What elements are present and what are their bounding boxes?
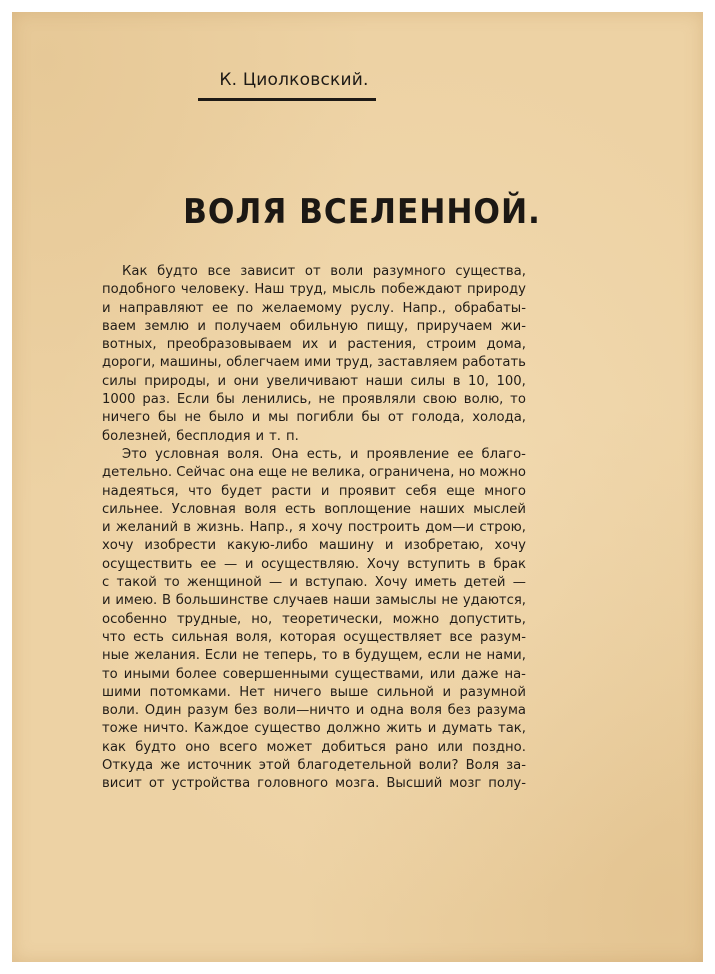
text-line bbox=[102, 318, 526, 336]
text-word: не bbox=[242, 648, 260, 664]
author-underline bbox=[198, 98, 376, 101]
text-word: более bbox=[175, 666, 217, 682]
text-word: холода, bbox=[472, 410, 526, 426]
text-word: машины, bbox=[159, 355, 222, 371]
text-word: от bbox=[148, 776, 165, 792]
text-word: бы bbox=[157, 410, 177, 426]
text-word: ные bbox=[102, 648, 130, 664]
text-word: бы bbox=[216, 392, 235, 408]
text-word: осуществляю. bbox=[261, 556, 360, 572]
article-body bbox=[102, 263, 526, 794]
text-line bbox=[102, 281, 526, 299]
text-word: совершенными bbox=[222, 666, 329, 682]
text-word: Нет bbox=[239, 684, 265, 700]
text-word: то bbox=[510, 392, 526, 408]
text-word: — bbox=[223, 556, 238, 572]
text-word: Один bbox=[144, 703, 182, 719]
text-word: трудные, bbox=[176, 611, 242, 627]
text-word: будто bbox=[157, 264, 198, 279]
text-word: Напр., bbox=[249, 520, 293, 536]
text-word: случаев bbox=[273, 593, 329, 609]
text-word: заставляем bbox=[377, 355, 458, 371]
text-word: хочу bbox=[494, 538, 526, 554]
text-word: вотных, bbox=[102, 337, 157, 353]
text-word: не bbox=[441, 593, 459, 609]
text-word: машину bbox=[318, 538, 374, 554]
text-word: то bbox=[321, 648, 338, 664]
text-word: хочу bbox=[102, 538, 134, 554]
text-word: подобного bbox=[102, 282, 176, 298]
text-word: в bbox=[183, 520, 192, 536]
text-word: силы bbox=[410, 373, 446, 389]
text-word: даже bbox=[461, 666, 499, 682]
text-word: замыслы bbox=[375, 593, 437, 609]
text-word: обрабаты- bbox=[454, 300, 526, 316]
text-word: воля bbox=[244, 501, 277, 517]
book-page bbox=[12, 12, 703, 962]
text-line bbox=[102, 483, 526, 501]
text-word: какую-либо bbox=[227, 538, 308, 554]
text-word: человеку. bbox=[180, 282, 250, 298]
text-word: природы, bbox=[144, 373, 210, 389]
text-word: — bbox=[268, 575, 283, 591]
text-word: может bbox=[266, 739, 313, 755]
text-word: что bbox=[188, 483, 212, 499]
text-word: все bbox=[207, 264, 231, 279]
text-word: условная bbox=[155, 446, 220, 462]
text-word: детей bbox=[463, 575, 506, 591]
text-word: разум bbox=[187, 703, 229, 719]
text-word: большинстве bbox=[175, 593, 269, 609]
text-word: Если bbox=[204, 648, 238, 664]
text-word: изобрести bbox=[144, 538, 217, 554]
author-name: К. Циолковский. bbox=[219, 70, 369, 90]
text-word: Как bbox=[122, 264, 148, 279]
text-word: шими bbox=[102, 684, 142, 700]
text-word: ее bbox=[211, 300, 229, 316]
text-word: всего bbox=[219, 739, 258, 755]
text-word: расти bbox=[271, 483, 312, 499]
text-word: же bbox=[160, 758, 181, 774]
text-word: благодетельной bbox=[297, 758, 412, 774]
text-word: мозг bbox=[449, 776, 482, 792]
text-word: устройства bbox=[171, 776, 251, 792]
text-word: воли? bbox=[418, 758, 459, 774]
text-word: благо- bbox=[481, 446, 526, 462]
text-word: добиться bbox=[321, 739, 386, 755]
text-word: думать bbox=[441, 721, 493, 737]
text-word: приручаем bbox=[416, 318, 493, 334]
text-line bbox=[102, 592, 526, 610]
text-word: выше bbox=[329, 684, 369, 700]
text-word: желаемому bbox=[261, 300, 342, 316]
text-word: и bbox=[197, 318, 206, 334]
text-line bbox=[102, 391, 526, 409]
text-word: будет bbox=[221, 483, 262, 499]
text-line bbox=[102, 647, 526, 665]
text-line bbox=[102, 537, 526, 555]
text-word: пищу, bbox=[366, 318, 409, 334]
text-word: на- bbox=[504, 666, 526, 682]
text-word: наши bbox=[332, 593, 371, 609]
text-word: бесплодия bbox=[176, 428, 251, 444]
text-word: и bbox=[289, 575, 298, 591]
text-word: надеяться, bbox=[102, 483, 179, 499]
text-word: и bbox=[255, 428, 265, 444]
text-word: воплощение bbox=[324, 501, 412, 517]
text-word: воля bbox=[409, 703, 442, 719]
text-line bbox=[102, 702, 526, 720]
text-word: природу bbox=[467, 282, 526, 298]
text-word: направляют bbox=[118, 300, 204, 316]
text-line bbox=[102, 556, 526, 574]
text-word: имею. bbox=[115, 593, 158, 609]
text-word: она bbox=[229, 465, 255, 481]
text-line bbox=[102, 373, 526, 391]
text-word: Это bbox=[122, 446, 147, 462]
text-word: их bbox=[301, 337, 319, 353]
text-word: и bbox=[244, 556, 254, 572]
text-word: нами, bbox=[486, 648, 526, 664]
text-word: наши bbox=[365, 373, 403, 389]
text-word: ее bbox=[457, 446, 474, 462]
text-word: осуществляет bbox=[343, 629, 442, 645]
text-word: в bbox=[342, 648, 351, 664]
text-word: построить bbox=[347, 520, 420, 536]
text-word: дороги, bbox=[102, 355, 156, 371]
text-word: бы bbox=[361, 410, 381, 426]
text-word: будто bbox=[135, 739, 177, 755]
text-word: Хочу bbox=[366, 556, 400, 572]
text-word: хочу bbox=[311, 520, 343, 536]
text-word: от bbox=[387, 410, 404, 426]
text-line bbox=[102, 354, 526, 372]
text-word: строим bbox=[426, 337, 477, 353]
text-word: существа, bbox=[455, 264, 526, 279]
text-word: 1000 bbox=[102, 392, 136, 408]
text-word: дома, bbox=[486, 337, 526, 353]
text-word: 10, bbox=[468, 373, 489, 389]
text-word: Откуда bbox=[102, 758, 154, 774]
text-word: и bbox=[328, 337, 338, 353]
text-word: но bbox=[458, 465, 476, 481]
text-word: ничего bbox=[273, 684, 322, 700]
text-word: то bbox=[163, 575, 180, 591]
text-word: по bbox=[236, 300, 254, 316]
text-word: Сейчас bbox=[176, 465, 226, 481]
text-word: ничто. bbox=[143, 721, 189, 737]
text-word: Условная bbox=[171, 501, 236, 517]
text-word: не bbox=[290, 465, 308, 481]
text-word: тоже bbox=[102, 721, 138, 737]
text-word: землю bbox=[144, 318, 189, 334]
text-line bbox=[102, 428, 526, 446]
text-word: иными bbox=[123, 666, 170, 682]
text-word: проявит bbox=[338, 483, 396, 499]
text-line bbox=[102, 263, 526, 281]
text-word: которая bbox=[279, 629, 336, 645]
text-word: силы bbox=[102, 373, 137, 389]
text-word: и bbox=[217, 373, 227, 389]
text-word: Воля bbox=[465, 758, 500, 774]
text-word: еще bbox=[258, 465, 287, 481]
text-word: мозга. bbox=[335, 776, 380, 792]
text-word: поздно. bbox=[472, 739, 526, 755]
text-word: допустить, bbox=[449, 611, 526, 627]
text-word: желания. bbox=[134, 648, 200, 664]
text-word: ничего bbox=[102, 410, 151, 426]
text-word: свою bbox=[422, 392, 457, 408]
text-word: голода, bbox=[411, 410, 465, 426]
text-word: жить bbox=[386, 721, 423, 737]
text-word: работать bbox=[462, 355, 526, 371]
text-word: не bbox=[184, 410, 202, 426]
text-word: теоретически, bbox=[282, 611, 383, 627]
text-word: как bbox=[102, 739, 127, 755]
text-word: потомками. bbox=[149, 684, 231, 700]
text-word: наших bbox=[419, 501, 465, 517]
text-word: разума bbox=[476, 703, 526, 719]
text-word: головного bbox=[257, 776, 329, 792]
text-word: то bbox=[102, 666, 118, 682]
text-line bbox=[102, 629, 526, 647]
text-word: мысль bbox=[332, 282, 376, 298]
text-word: вступить bbox=[407, 556, 471, 572]
text-word: они bbox=[233, 373, 259, 389]
text-line bbox=[102, 446, 526, 464]
text-word: труд, bbox=[289, 282, 327, 298]
text-word: получаем bbox=[214, 318, 282, 334]
text-word: ими bbox=[304, 355, 332, 371]
text-word: и bbox=[251, 410, 261, 426]
text-word: я bbox=[298, 520, 307, 536]
text-word: сильная bbox=[171, 629, 229, 645]
text-word: и bbox=[384, 538, 394, 554]
text-word: Высший bbox=[386, 776, 443, 792]
text-word: так, bbox=[498, 721, 526, 737]
text-line bbox=[102, 757, 526, 775]
text-word: и bbox=[349, 446, 359, 462]
text-word: есть bbox=[133, 629, 164, 645]
text-word: еще bbox=[446, 483, 475, 499]
text-word: что bbox=[102, 629, 126, 645]
text-word: и bbox=[355, 703, 365, 719]
text-word: мыслей bbox=[473, 501, 526, 517]
text-word: сильнее. bbox=[102, 501, 164, 517]
text-word: с bbox=[102, 575, 110, 591]
text-word: Каждое bbox=[194, 721, 249, 737]
text-word: желаний bbox=[115, 520, 179, 536]
text-word: погибли bbox=[296, 410, 354, 426]
text-line bbox=[102, 775, 526, 793]
text-word: и bbox=[442, 684, 452, 700]
text-word: вступаю. bbox=[305, 575, 368, 591]
text-word: есть bbox=[284, 501, 316, 517]
text-word: этой bbox=[258, 758, 291, 774]
text-word: одна bbox=[370, 703, 404, 719]
text-word: облегчаем bbox=[226, 355, 300, 371]
text-word: болезней, bbox=[102, 428, 172, 444]
text-word: — bbox=[512, 575, 526, 591]
text-word: преобразовываем bbox=[166, 337, 292, 353]
text-line bbox=[102, 684, 526, 702]
text-word: не bbox=[464, 648, 482, 664]
text-word: сильной bbox=[376, 684, 435, 700]
text-word: побеждают bbox=[381, 282, 462, 298]
text-word: ее bbox=[200, 556, 217, 572]
text-word: себя bbox=[405, 483, 437, 499]
text-word: и bbox=[320, 483, 330, 499]
text-word: особенно bbox=[102, 611, 167, 627]
text-line bbox=[102, 720, 526, 738]
text-word: разум- bbox=[480, 629, 526, 645]
text-word: жизнь. bbox=[196, 520, 245, 536]
text-word: и bbox=[102, 593, 111, 609]
text-word: есть, bbox=[306, 446, 342, 462]
text-line bbox=[102, 666, 526, 684]
text-word: 100, bbox=[496, 373, 526, 389]
text-word: без bbox=[447, 703, 471, 719]
text-word: ваем bbox=[102, 318, 136, 334]
text-word: но, bbox=[251, 611, 273, 627]
text-word: и bbox=[427, 721, 437, 737]
text-word: без bbox=[234, 703, 258, 719]
text-word: было bbox=[208, 410, 244, 426]
text-line bbox=[102, 464, 526, 482]
text-word: Напр., bbox=[402, 300, 446, 316]
text-line bbox=[102, 501, 526, 519]
text-word: жи- bbox=[500, 318, 526, 334]
text-word: и bbox=[102, 520, 111, 536]
text-word: Наш bbox=[254, 282, 285, 298]
text-word: Хочу bbox=[374, 575, 408, 591]
text-word: воля. bbox=[227, 446, 264, 462]
text-word: или bbox=[429, 666, 456, 682]
text-word: Если bbox=[176, 392, 210, 408]
text-word: должно bbox=[326, 721, 381, 737]
text-word: за- bbox=[506, 758, 526, 774]
text-word: воли. bbox=[102, 703, 140, 719]
text-word: если bbox=[427, 648, 460, 664]
text-word: воли bbox=[330, 264, 364, 279]
text-word: иметь bbox=[414, 575, 457, 591]
text-word: проявление bbox=[366, 446, 450, 462]
text-line bbox=[102, 574, 526, 592]
text-word: проявляли bbox=[341, 392, 416, 408]
text-word: ограничена, bbox=[369, 465, 455, 481]
text-word: и bbox=[102, 300, 111, 316]
text-word: можно bbox=[392, 611, 440, 627]
text-word: в bbox=[452, 373, 461, 389]
text-line bbox=[102, 519, 526, 537]
text-word: рано bbox=[395, 739, 429, 755]
article-title: ВОЛЯ ВСЕЛЕННОЙ. bbox=[183, 192, 541, 232]
text-word: обильную bbox=[289, 318, 359, 334]
text-word: брак bbox=[493, 556, 526, 572]
text-word: растения, bbox=[347, 337, 417, 353]
text-word: изобретаю, bbox=[404, 538, 484, 554]
text-word: дом—и bbox=[425, 520, 475, 536]
text-word: будущем, bbox=[355, 648, 423, 664]
text-word: от bbox=[304, 264, 321, 279]
text-line bbox=[102, 336, 526, 354]
text-word: т. bbox=[269, 428, 281, 444]
text-word: В bbox=[161, 593, 172, 609]
text-word: ленились, bbox=[241, 392, 312, 408]
text-line bbox=[102, 409, 526, 427]
text-word: детельно. bbox=[102, 465, 173, 481]
text-word: в bbox=[477, 556, 486, 572]
text-word: существами, bbox=[334, 666, 424, 682]
text-word: Она bbox=[271, 446, 299, 462]
text-word: разумного bbox=[372, 264, 446, 279]
text-word: воля, bbox=[235, 629, 273, 645]
text-word: такой bbox=[116, 575, 157, 591]
text-word: мы bbox=[268, 410, 289, 426]
text-word: велика, bbox=[311, 465, 365, 481]
text-word: п. bbox=[285, 428, 299, 444]
text-word: много bbox=[484, 483, 526, 499]
text-word: разумной bbox=[459, 684, 526, 700]
text-word: можно bbox=[479, 465, 526, 481]
text-word: женщиной bbox=[186, 575, 262, 591]
text-word: воли—ничто bbox=[263, 703, 350, 719]
text-word: полу- bbox=[488, 776, 526, 792]
text-line bbox=[102, 739, 526, 757]
text-word: удаются, bbox=[462, 593, 526, 609]
text-word: осуществить bbox=[102, 556, 193, 572]
text-word: руслу. bbox=[350, 300, 395, 316]
text-word: волю, bbox=[463, 392, 504, 408]
text-word: раз. bbox=[142, 392, 171, 408]
text-word: строю, bbox=[479, 520, 526, 536]
text-word: зависит bbox=[240, 264, 296, 279]
text-word: труд, bbox=[335, 355, 373, 371]
text-word: теперь, bbox=[263, 648, 317, 664]
text-word: или bbox=[437, 739, 464, 755]
text-word: увеличивают bbox=[266, 373, 359, 389]
text-word: оно bbox=[185, 739, 210, 755]
text-word: все bbox=[449, 629, 473, 645]
text-word: висит bbox=[102, 776, 142, 792]
text-word: существо bbox=[254, 721, 321, 737]
text-line bbox=[102, 300, 526, 318]
text-word: не bbox=[318, 392, 336, 408]
text-word: источник bbox=[187, 758, 252, 774]
text-line bbox=[102, 611, 526, 629]
